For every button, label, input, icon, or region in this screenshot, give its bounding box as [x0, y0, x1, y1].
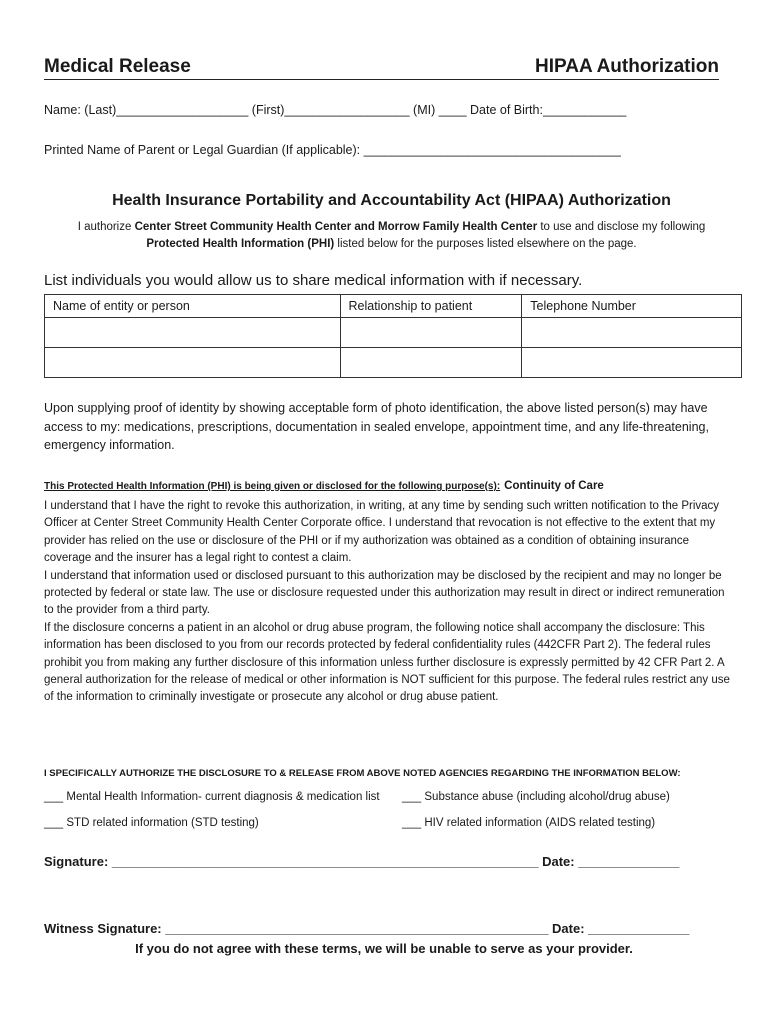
relationship-cell[interactable] [340, 348, 522, 378]
table-header-row [45, 295, 742, 318]
form-header [44, 54, 719, 80]
signature-line[interactable]: Signature: ___________________________________________________________ Date: ______________ [44, 854, 680, 869]
hiv-checkline[interactable]: ___ HIV related information (AIDS related testing) [402, 817, 656, 829]
hipaa-header-title: HIPAA Authorization [535, 56, 719, 77]
intro-organizations: Center Street Community Health Center and Morrow Family Health Center [134, 221, 538, 233]
guardian-name-line[interactable]: Printed Name of Parent or Legal Guardian (If applicable): _____________________________________ [44, 143, 621, 157]
column-header-entity: Name of entity or person [45, 295, 341, 318]
intro-text-pre: I authorize [77, 221, 135, 233]
redisclose-paragraph: I understand that information used or disclosed pursuant to this authorization may be disclosed by the recipient and may no longer be protected by federal or state law. The use or disclosure requested under this authorization may result in direct or indirect remuneration to the provider from a third party. [44, 569, 725, 617]
substance-abuse-checkline[interactable]: ___ Substance abuse (including alcohol/drug abuse) [402, 791, 670, 803]
witness-signature-line[interactable]: Witness Signature: _____________________________________________________ Date: ______________ [44, 921, 690, 936]
table-row [45, 348, 742, 378]
terms-block [44, 498, 734, 707]
form-title: Medical Release [44, 56, 191, 77]
purpose-line [44, 480, 604, 492]
mental-health-checkline[interactable]: ___ Mental Health Information- current diagnosis & medication list [44, 791, 380, 803]
purpose-value: Continuity of Care [504, 480, 604, 492]
hipaa-intro [44, 219, 739, 253]
telephone-cell[interactable] [522, 348, 742, 378]
hipaa-section-title: Health Insurance Portability and Accountability Act (HIPAA) Authorization [112, 192, 671, 209]
alcohol-paragraph: If the disclosure concerns a patient in an alcohol or drug abuse program, the following notice shall accompany the disclosure: This information has been disclosed to you from our records protected by federal confidentiality rules (442CFR Part 2). The federal rules prohibit you from making any further disclosure of this information unless further disclosure is expressly permitted by 42 CFR Part 2. A general authorization for the release of medical or other information is NOT sufficient for this purpose. The federal rules restrict any use of the information to criminally investigate or prosecute any alcohol or drug abuse patient. [44, 621, 730, 704]
revoke-paragraph: I understand that I have the right to revoke this authorization, in writing, at any time by sending such written notification to the Privacy Officer at Center Street Community Health Center Corporate office. I understand that revocation is not effective to the extent that my provider has relied on the use or disclosure of the PHI or if my authorization was obtained as a condition of obtaining insurance coverage and the insurer has a legal right to contest a claim. [44, 500, 720, 565]
std-checkline[interactable]: ___ STD related information (STD testing) [44, 817, 259, 829]
footer-notice: If you do not agree with these terms, we will be unable to serve as your provider. [135, 941, 633, 956]
purpose-label: This Protected Health Information (PHI) is being given or disclosed for the following purpose(s): [44, 481, 501, 492]
intro-text-mid: to use and disclose my following [537, 221, 706, 233]
entity-cell[interactable] [45, 318, 341, 348]
individuals-heading: List individuals you would allow us to share medical information with if necessary. [44, 272, 583, 289]
intro-phi: Protected Health Information (PHI) [146, 238, 335, 250]
table-row [45, 318, 742, 348]
entity-cell[interactable] [45, 348, 341, 378]
access-paragraph: Upon supplying proof of identity by showing acceptable form of photo identification, the above listed person(s) may have access to my: medications, prescriptions, documentation in sealed envelope, appointment time, and any life-threatening, emergency information. [44, 401, 709, 452]
relationship-cell[interactable] [340, 318, 522, 348]
authorize-statement: I SPECIFICALLY AUTHORIZE THE DISCLOSURE TO & RELEASE FROM ABOVE NOTED AGENCIES REGARDING THE INFORMATION BELOW: [44, 768, 681, 779]
column-header-telephone: Telephone Number [522, 295, 742, 318]
patient-name-line[interactable]: Name: (Last)___________________ (First)__________________ (MI) ____ Date of Birth:____________ [44, 103, 627, 117]
intro-text-post: listed below for the purposes listed elsewhere on the page. [334, 238, 637, 250]
telephone-cell[interactable] [522, 318, 742, 348]
column-header-relationship: Relationship to patient [340, 295, 522, 318]
individuals-table [44, 294, 742, 378]
